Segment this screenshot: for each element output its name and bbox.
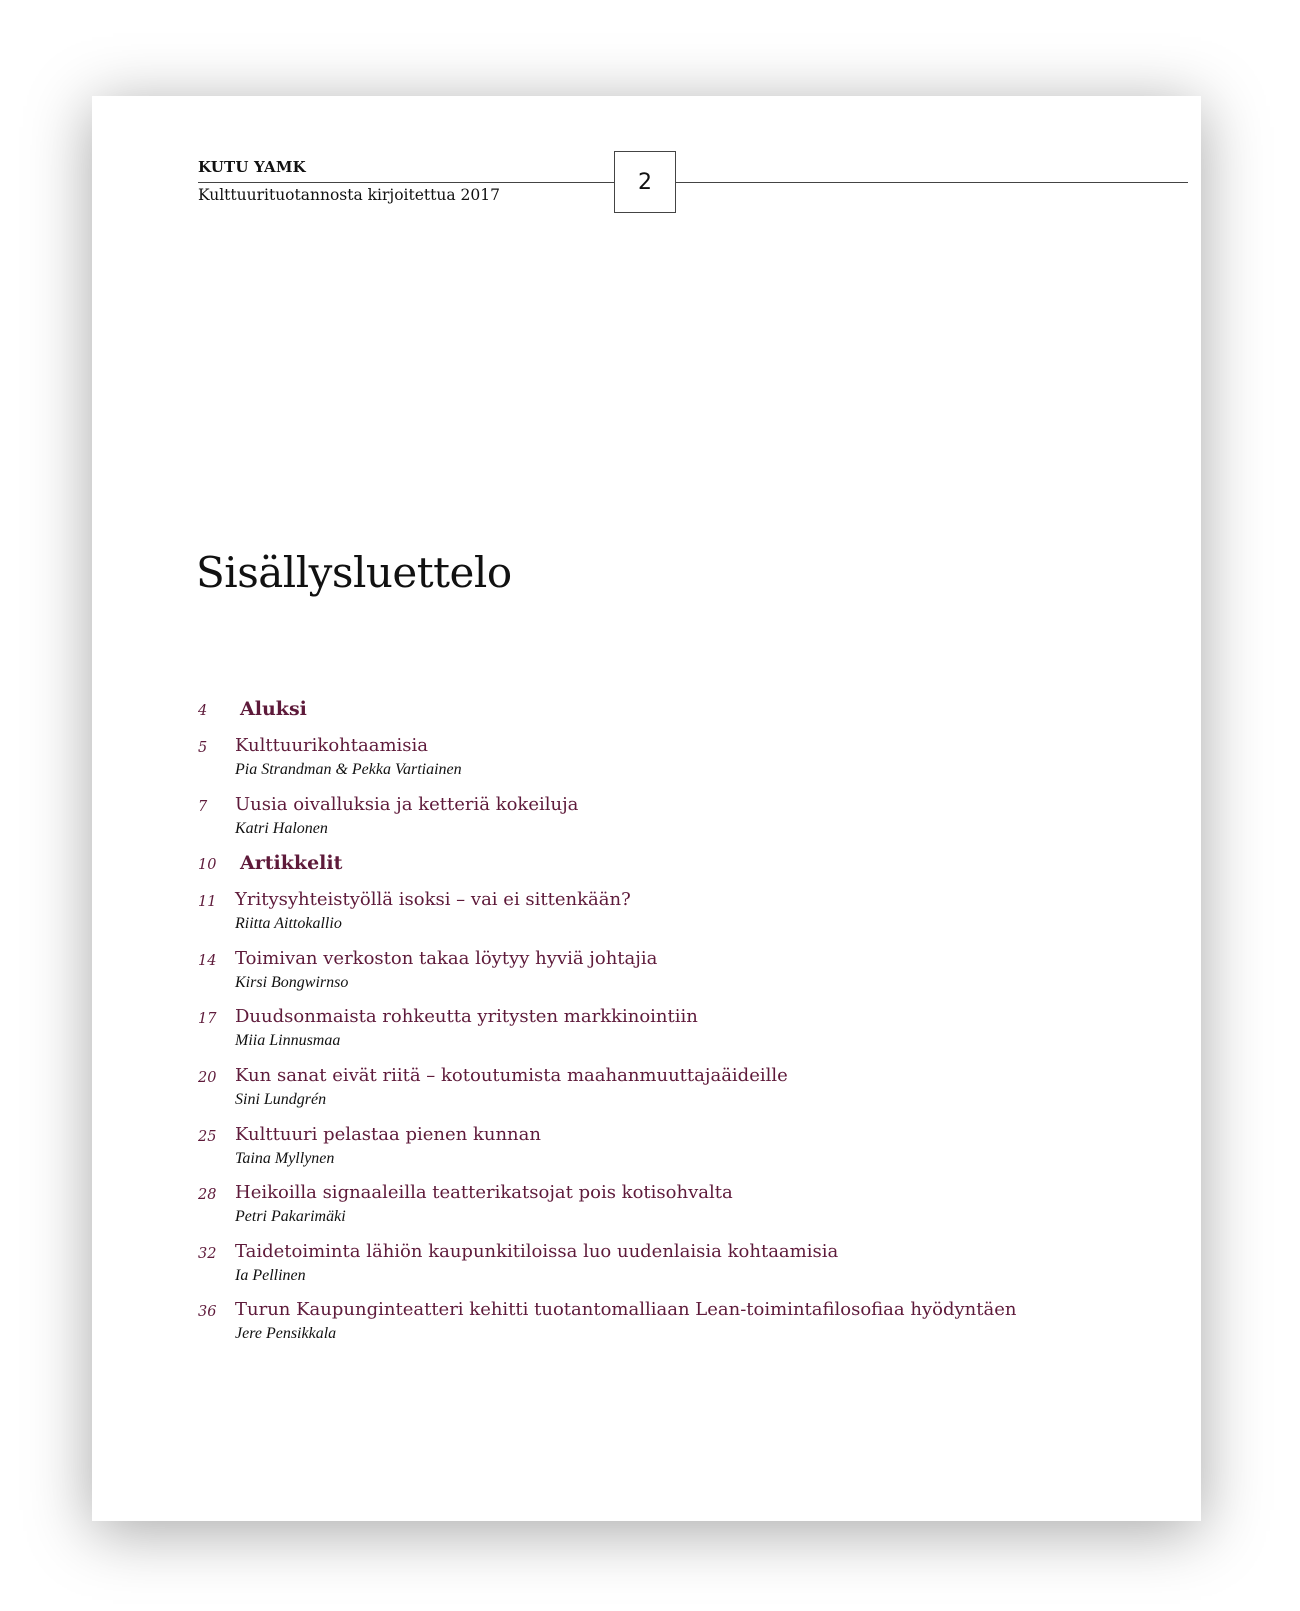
- publication-name: KUTU YAMK: [198, 158, 306, 176]
- toc-title[interactable]: Duudsonmaista rohkeutta yritysten markkinointiin: [235, 1006, 698, 1028]
- toc-author: Riitta Aittokallio: [235, 915, 342, 933]
- toc-page-number: 28: [198, 1187, 217, 1204]
- page-number: 2: [614, 151, 676, 213]
- toc-entry[interactable]: [198, 1241, 1098, 1300]
- toc-author: Jere Pensikkala: [235, 1325, 337, 1343]
- publication-subtitle: Kulttuurituotannosta kirjoitettua 2017: [198, 186, 500, 204]
- toc-entry[interactable]: [198, 948, 1098, 1007]
- toc-author: Katri Halonen: [235, 819, 328, 837]
- toc-title[interactable]: Toimivan verkoston takaa löytyy hyviä johtajia: [235, 947, 658, 969]
- toc-page-number: 17: [198, 1011, 217, 1028]
- toc-entry[interactable]: [198, 735, 1098, 794]
- toc-page-number: 10: [198, 857, 217, 874]
- toc-entry[interactable]: [198, 1124, 1098, 1183]
- toc-page-number: 14: [198, 952, 217, 969]
- toc-entry[interactable]: [198, 1006, 1098, 1065]
- toc-author: Taina Myllynen: [235, 1149, 335, 1167]
- document-page: [92, 96, 1201, 1521]
- toc-page-number: 7: [198, 798, 208, 815]
- toc-page-number: 32: [198, 1245, 217, 1262]
- toc-author: Miia Linnusmaa: [235, 1032, 341, 1050]
- toc-entry[interactable]: [198, 1065, 1098, 1124]
- toc-entry[interactable]: [198, 1299, 1098, 1358]
- toc-title[interactable]: Taidetoiminta lähiön kaupunkitiloissa luo uudenlaisia kohtaamisia: [235, 1240, 839, 1262]
- toc-author: Ia Pellinen: [235, 1266, 306, 1284]
- toc-entry[interactable]: [198, 1182, 1098, 1241]
- toc-section[interactable]: [198, 852, 1098, 889]
- page-title: Sisällysluettelo: [196, 548, 512, 597]
- toc-entry[interactable]: [198, 889, 1098, 948]
- toc-page-number: 4: [198, 703, 208, 719]
- toc-page-number: 11: [198, 894, 217, 911]
- toc-title[interactable]: Heikoilla signaaleilla teatterikatsojat pois kotisohvalta: [235, 1182, 733, 1204]
- toc-title[interactable]: Turun Kaupunginteatteri kehitti tuotantomalliaan Lean-toimintafilosofiaa hyödyntäen: [235, 1299, 1017, 1321]
- toc-page-number: 5: [198, 740, 208, 756]
- toc-title[interactable]: Artikkelit: [240, 852, 343, 875]
- toc-title[interactable]: Kulttuurikohtaamisia: [235, 735, 428, 756]
- table-of-contents: [198, 698, 1098, 1358]
- toc-author: Kirsi Bongwirnso: [235, 973, 349, 991]
- toc-page-number: 25: [198, 1128, 217, 1145]
- toc-author: Sini Lundgrén: [235, 1090, 327, 1108]
- toc-entry[interactable]: [198, 794, 1098, 853]
- toc-title[interactable]: Kun sanat eivät riitä – kotoutumista maahanmuuttajaäideille: [235, 1064, 788, 1086]
- toc-title[interactable]: Kulttuuri pelastaa pienen kunnan: [235, 1123, 541, 1145]
- toc-title[interactable]: Aluksi: [240, 698, 307, 720]
- toc-author: Pia Strandman & Pekka Vartiainen: [235, 761, 462, 778]
- toc-title[interactable]: Yritysyhteistyöllä isoksi – vai ei sittenkään?: [235, 889, 631, 911]
- toc-section[interactable]: [198, 698, 1098, 735]
- header-rule: [198, 182, 1188, 183]
- toc-author: Petri Pakarimäki: [235, 1208, 346, 1226]
- toc-page-number: 36: [198, 1304, 217, 1321]
- toc-page-number: 20: [198, 1069, 217, 1086]
- toc-title[interactable]: Uusia oivalluksia ja ketteriä kokeiluja: [235, 793, 579, 815]
